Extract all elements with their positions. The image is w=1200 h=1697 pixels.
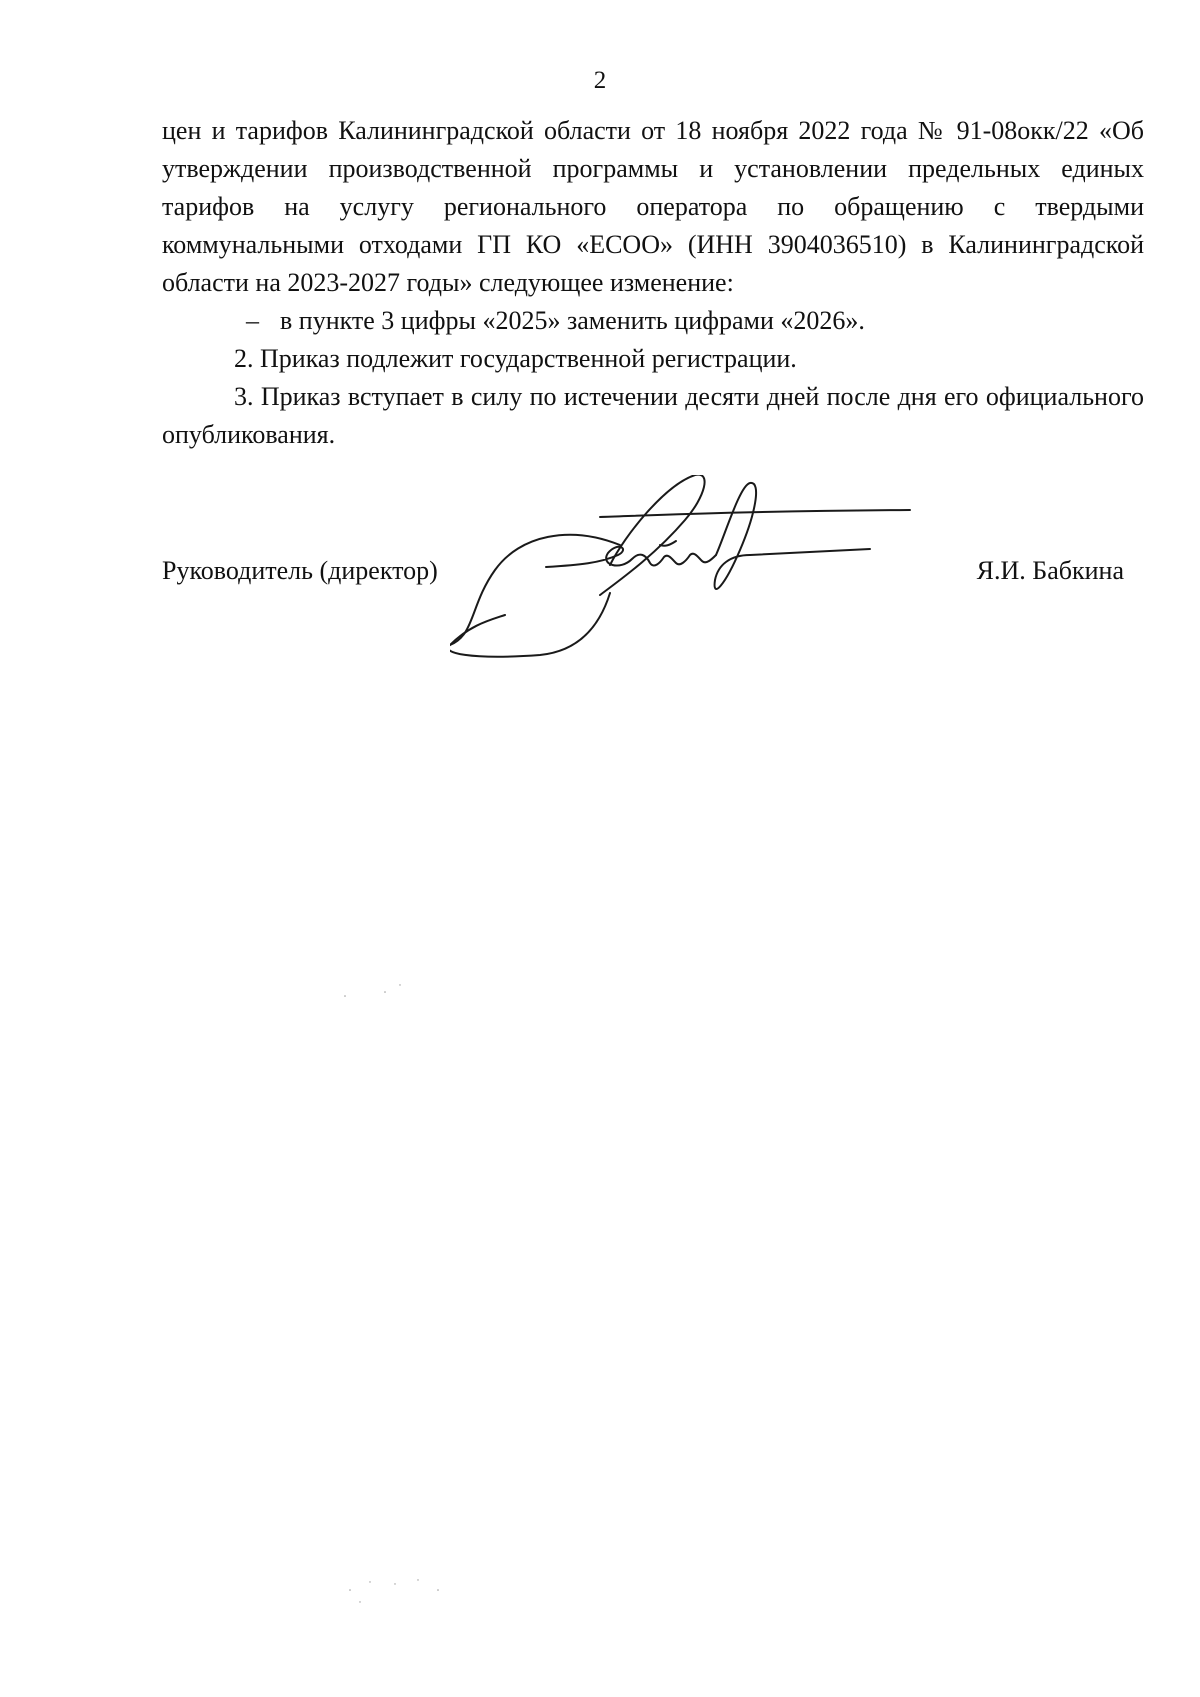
- list-item-text: в пункте 3 цифры «2025» заменить цифрами «2026».: [280, 306, 865, 335]
- paragraph-amendment: цен и тарифов Калининградской области от 18 ноября 2022 года № 91-08окк/22 «Об утверждении производственной программы и установлении предельных единых тарифов на услугу регионального оператора по обращению с твердыми коммунальными отходами ГП КО «ЕСОО» (ИНН 3904036510) в Калининградской области на 2023-2027 годы» следующее изменение:: [162, 116, 1144, 297]
- document-body: [162, 112, 1144, 454]
- signer-title: Руководитель (директор): [162, 556, 438, 585]
- page-number: 2: [593, 67, 607, 94]
- signature-block: [162, 552, 1124, 592]
- dash-marker: –: [246, 306, 259, 335]
- paragraph-effective-date: 3. Приказ вступает в силу по истечении десяти дней после дня его официального опубликования.: [162, 382, 1144, 449]
- list-item-amendment: [162, 302, 1144, 340]
- signer-name: Я.И. Бабкина: [976, 556, 1124, 585]
- paragraph-registration: 2. Приказ подлежит государственной регистрации.: [234, 344, 797, 373]
